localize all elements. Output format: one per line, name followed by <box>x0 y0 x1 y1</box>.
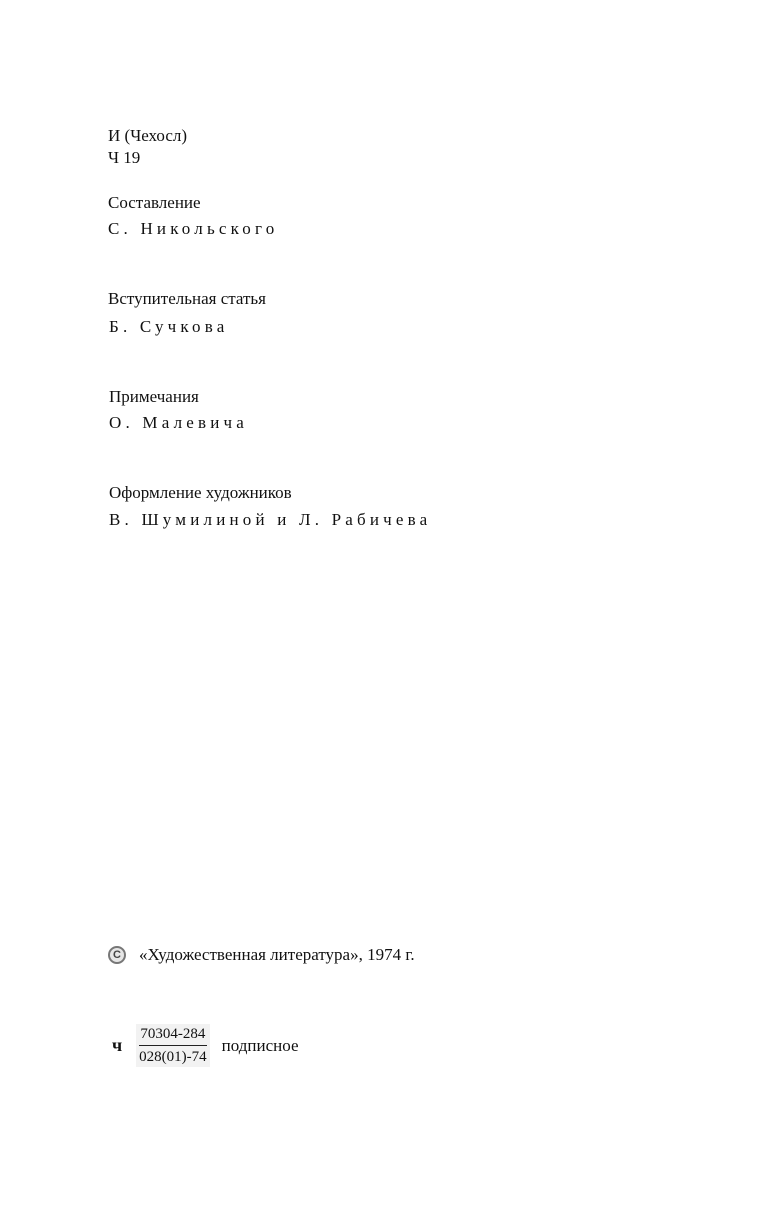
classification-line-1: И (Чехосл) <box>108 126 188 145</box>
copyright-line <box>108 945 415 965</box>
edition-code <box>112 1024 299 1067</box>
classification-line-2: Ч 19 <box>108 148 141 167</box>
credit-role-introduction: Вступительная статья <box>108 289 266 308</box>
credit-name-introduction: Б. Сучкова <box>109 317 229 336</box>
edition-code-numerator: 70304-284 <box>139 1024 207 1046</box>
credit-name-compilation: С. Никольского <box>108 219 279 238</box>
credit-role-compilation: Составление <box>108 193 201 212</box>
credit-role-design: Оформление художников <box>109 483 292 502</box>
credit-name-design: В. Шумилиной и Л. Рабичева <box>109 510 432 529</box>
copyright-text: «Художественная литература», 1974 г. <box>139 945 415 964</box>
edition-code-denominator: 028(01)-74 <box>139 1049 207 1065</box>
edition-code-letter: ч <box>112 1035 123 1055</box>
credit-name-notes: О. Малевича <box>109 413 249 432</box>
credit-role-notes: Примечания <box>109 387 199 406</box>
edition-code-fraction <box>136 1024 210 1067</box>
edition-code-note: подписное <box>221 1035 299 1055</box>
copyright-icon: C <box>108 946 126 964</box>
